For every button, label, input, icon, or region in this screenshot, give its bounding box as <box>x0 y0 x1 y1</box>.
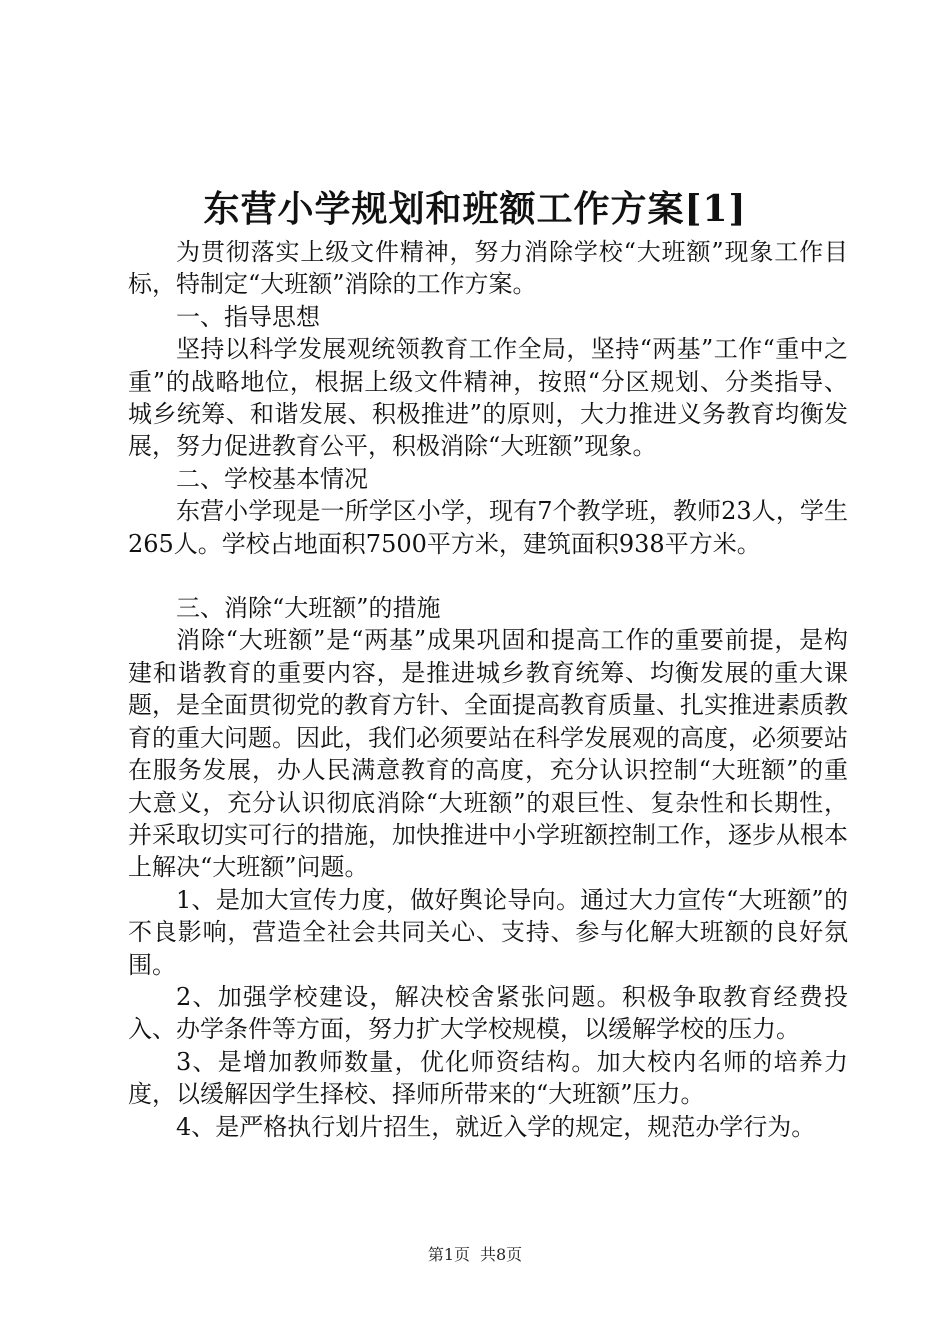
document-body <box>128 236 848 1143</box>
page-footer <box>0 1244 950 1266</box>
document-title: 东营小学规划和班额工作方案[1] <box>203 188 747 230</box>
measure-item-2: 2、加强学校建设，解决校舍紧张问题。积极争取教育经费投入、办学条件等方面，努力扩大学校规模，以缓解学校的压力。 <box>128 982 848 1044</box>
intro-paragraph: 为贯彻落实上级文件精神，努力消除学校“大班额”现象工作目标，特制定“大班额”消除的工作方案。 <box>128 238 848 299</box>
page-number-current: 第1页 <box>427 1245 470 1264</box>
measures-paragraph: 消除“大班额”是“两基”成果巩固和提高工作的重要前提，是构建和谐教育的重要内容，是推进城乡教育统筹、均衡发展的重大课题，是全面贯彻党的教育方针、全面提高教育质量、扎实推进素质教育的重大问题。因此，我们必须要站在科学发展观的高度，必须要站在服务发展，办人民满意教育的高度，充分认识控制“大班额”的重大意义，充分认识彻底消除“大班额”的艰巨性、复杂性和长期性，并采取切实可行的措施，加快推进中小学班额控制工作，逐步从根本上解决“大班额”问题。 <box>128 626 848 882</box>
measure-item-4: 4、是严格执行划片招生，就近入学的规定，规范办学行为。 <box>176 1112 816 1141</box>
measure-item-1: 1、是加大宣传力度，做好舆论导向。通过大力宣传“大班额”的不良影响，营造全社会共同关心、支持、参与化解大班额的良好氛围。 <box>128 885 848 979</box>
section-heading-school-basics: 二、学校基本情况 <box>176 464 368 493</box>
page-number-total: 共8页 <box>480 1245 523 1264</box>
section-heading-guiding-thought: 一、指导思想 <box>176 302 320 331</box>
measure-item-3: 3、是增加教师数量，优化师资结构。加大校内名师的培养力度，以缓解因学生择校、择师所带来的“大班额”压力。 <box>128 1047 848 1109</box>
section-heading-measures: 三、消除“大班额”的措施 <box>176 594 441 623</box>
guiding-thought-paragraph: 坚持以科学发展观统领教育工作全局，坚持“两基”工作“重中之重”的战略地位，根据上级文件精神，按照“分区规划、分类指导、城乡统筹、和谐发展、积极推进”的原则，大力推进义务教育均衡发展，努力促进教育公平，积极消除“大班额”现象。 <box>128 335 848 461</box>
school-basics-paragraph: 东营小学现是一所学区小学，现有7个教学班，教师23人，学生265人。学校占地面积7500平方米，建筑面积938平方米。 <box>128 497 848 558</box>
